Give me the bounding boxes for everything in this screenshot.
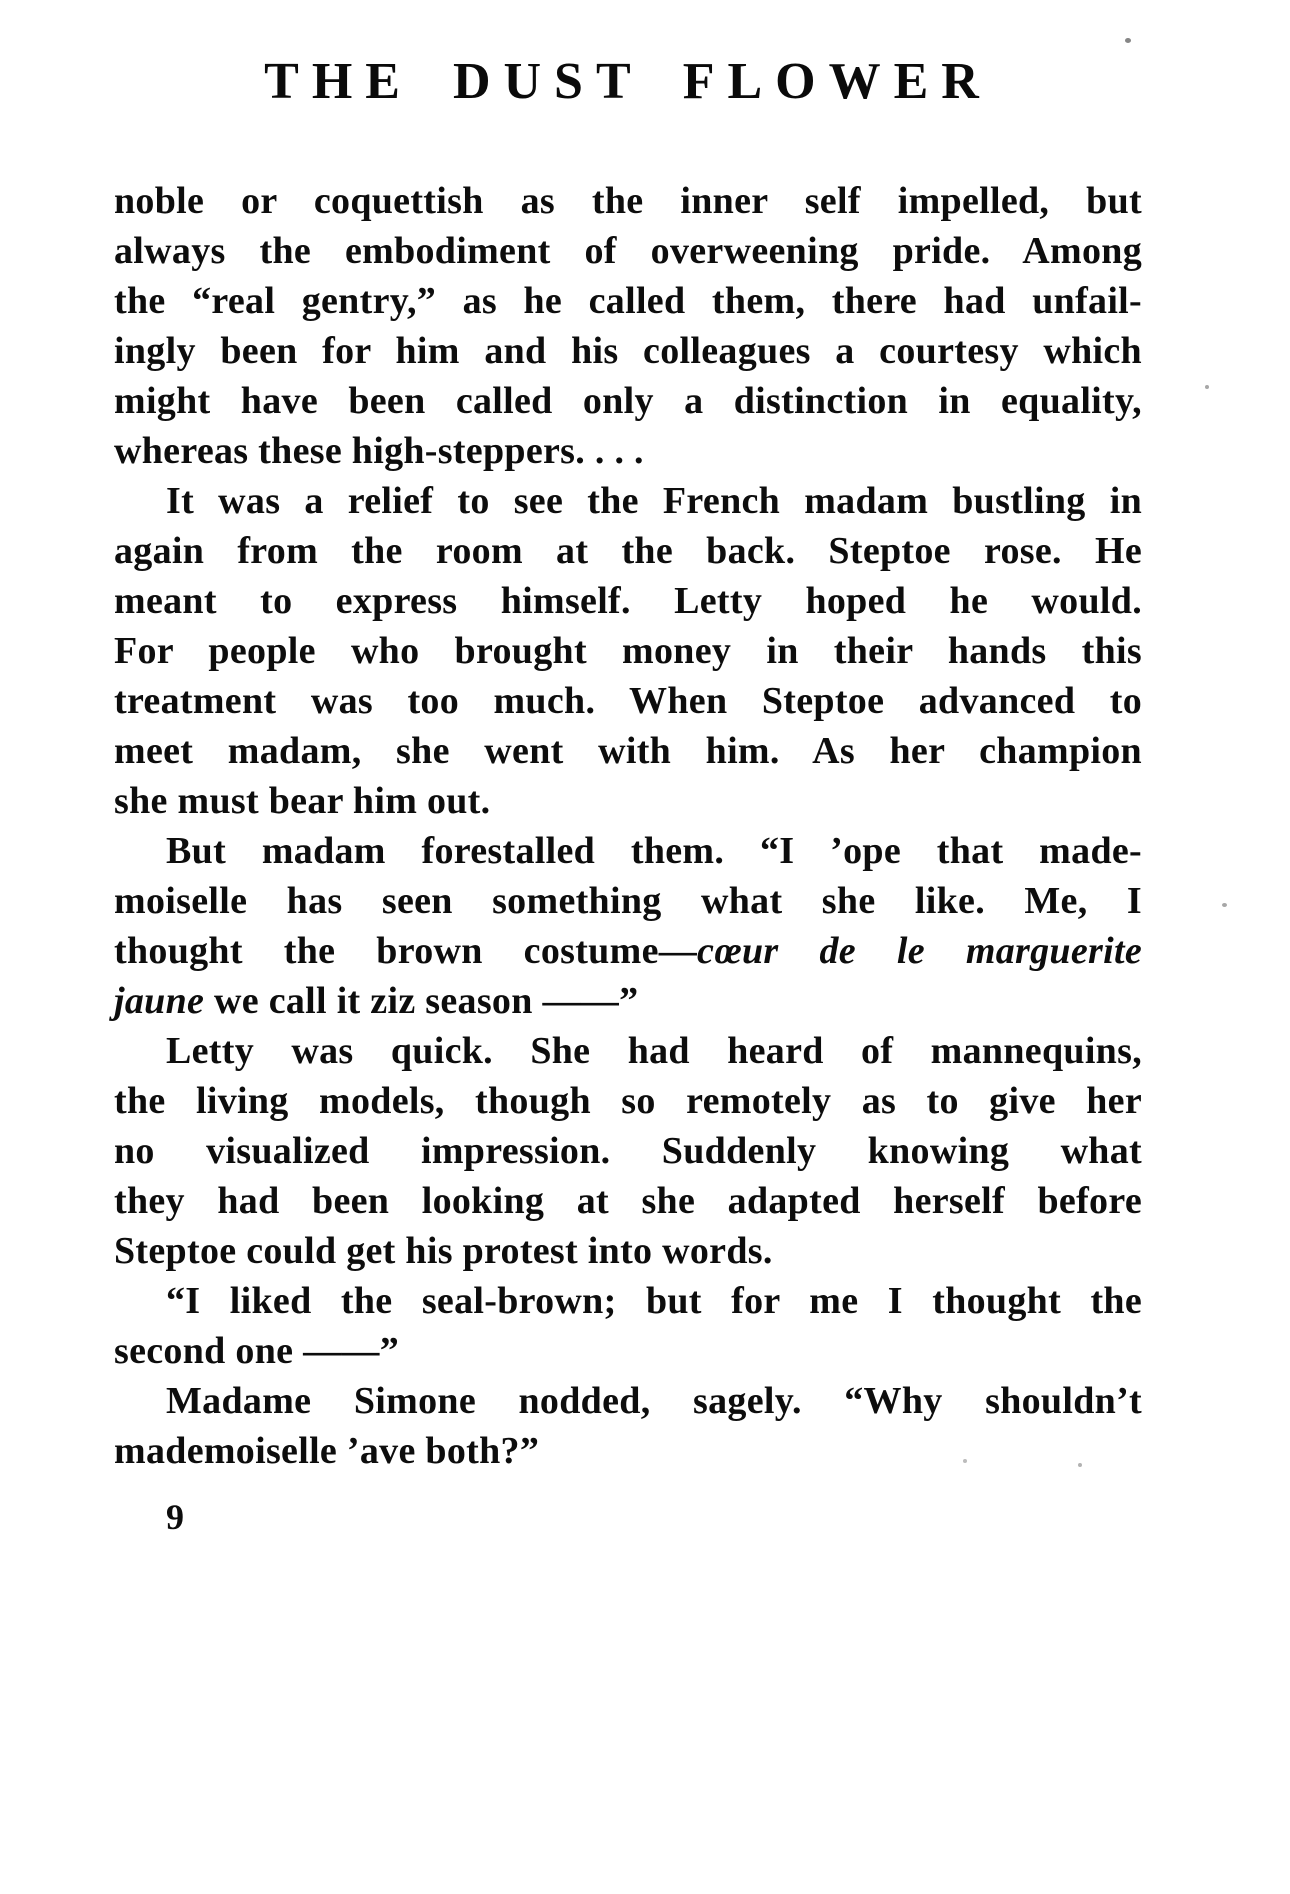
- page-title: THE DUST FLOWER: [264, 53, 992, 110]
- text-segment: the “real gentry,” as he called them, there had unfail-: [114, 280, 1142, 322]
- text-segment: treatment was too much. When Steptoe advanced to: [114, 680, 1142, 722]
- text-segment: always the embodiment of overweening pride. Among: [114, 230, 1142, 272]
- text-line: [114, 626, 1142, 676]
- text-segment: we call it ziz season ——”: [204, 980, 639, 1022]
- text-line: [114, 1176, 1142, 1226]
- text-line: [114, 1326, 1142, 1376]
- text-segment: moiselle has seen something what she like. Me, I: [114, 880, 1142, 922]
- text-line: [114, 1276, 1142, 1326]
- text-segment: mademoiselle ’ave both?”: [114, 1430, 540, 1472]
- text-segment: It was a relief to see the French madam bustling in: [166, 480, 1142, 522]
- italic-text-segment: cœur de le marguerite: [697, 930, 1142, 972]
- text-line: [114, 276, 1142, 326]
- text-segment: no visualized impression. Suddenly knowing what: [114, 1130, 1142, 1172]
- text-line: [114, 1126, 1142, 1176]
- text-line: [114, 176, 1142, 226]
- scan-speck: [1205, 385, 1209, 389]
- text-segment: Madame Simone nodded, sagely. “Why shouldn’t: [166, 1380, 1142, 1422]
- text-line: [114, 826, 1142, 876]
- text-segment: For people who brought money in their hands this: [114, 630, 1142, 672]
- text-line: [114, 1226, 1142, 1276]
- scan-speck: [1222, 903, 1227, 907]
- text-segment: meant to express himself. Letty hoped he would.: [114, 580, 1142, 622]
- text-line: [114, 1076, 1142, 1126]
- text-segment: “I liked the seal-brown; but for me I thought the: [166, 1280, 1142, 1322]
- text-line: [114, 1026, 1142, 1076]
- text-line: [114, 576, 1142, 626]
- text-line: [114, 376, 1142, 426]
- text-segment: again from the room at the back. Steptoe rose. He: [114, 530, 1142, 572]
- text-line: [114, 776, 1142, 826]
- scan-speck: [1125, 38, 1131, 43]
- text-line: [114, 326, 1142, 376]
- text-line: [114, 526, 1142, 576]
- page-number: 9: [166, 1497, 184, 1537]
- text-line: [114, 1426, 1142, 1476]
- scan-speck: [1078, 1463, 1082, 1467]
- text-segment: thought the brown costume—: [114, 930, 698, 972]
- italic-text-segment: jaune: [114, 980, 205, 1022]
- text-segment: the living models, though so remotely as to give her: [114, 1080, 1142, 1122]
- text-line: [114, 976, 1142, 1026]
- text-segment: she must bear him out.: [114, 780, 491, 822]
- text-line: [114, 726, 1142, 776]
- text-segment: meet madam, she went with him. As her champion: [114, 730, 1142, 772]
- scan-speck: [963, 1459, 967, 1463]
- text-segment: noble or coquettish as the inner self impelled, but: [114, 180, 1142, 222]
- text-line: [114, 926, 1142, 976]
- text-line: [114, 476, 1142, 526]
- text-line: [114, 876, 1142, 926]
- text-segment: ingly been for him and his colleagues a courtesy which: [114, 330, 1142, 372]
- text-segment: they had been looking at she adapted herself before: [114, 1180, 1142, 1222]
- text-line: [114, 1376, 1142, 1426]
- text-line: [114, 426, 1142, 476]
- text-segment: second one ——”: [114, 1330, 399, 1372]
- text-line: [114, 676, 1142, 726]
- text-segment: Steptoe could get his protest into words.: [114, 1230, 773, 1272]
- text-segment: might have been called only a distinction in equality,: [114, 380, 1142, 422]
- text-line: [114, 226, 1142, 276]
- text-segment: whereas these high-steppers. . . .: [114, 430, 644, 472]
- text-block: [114, 176, 1142, 1476]
- text-segment: Letty was quick. She had heard of mannequins,: [166, 1030, 1142, 1072]
- text-segment: But madam forestalled them. “I ’ope that made-: [166, 830, 1142, 872]
